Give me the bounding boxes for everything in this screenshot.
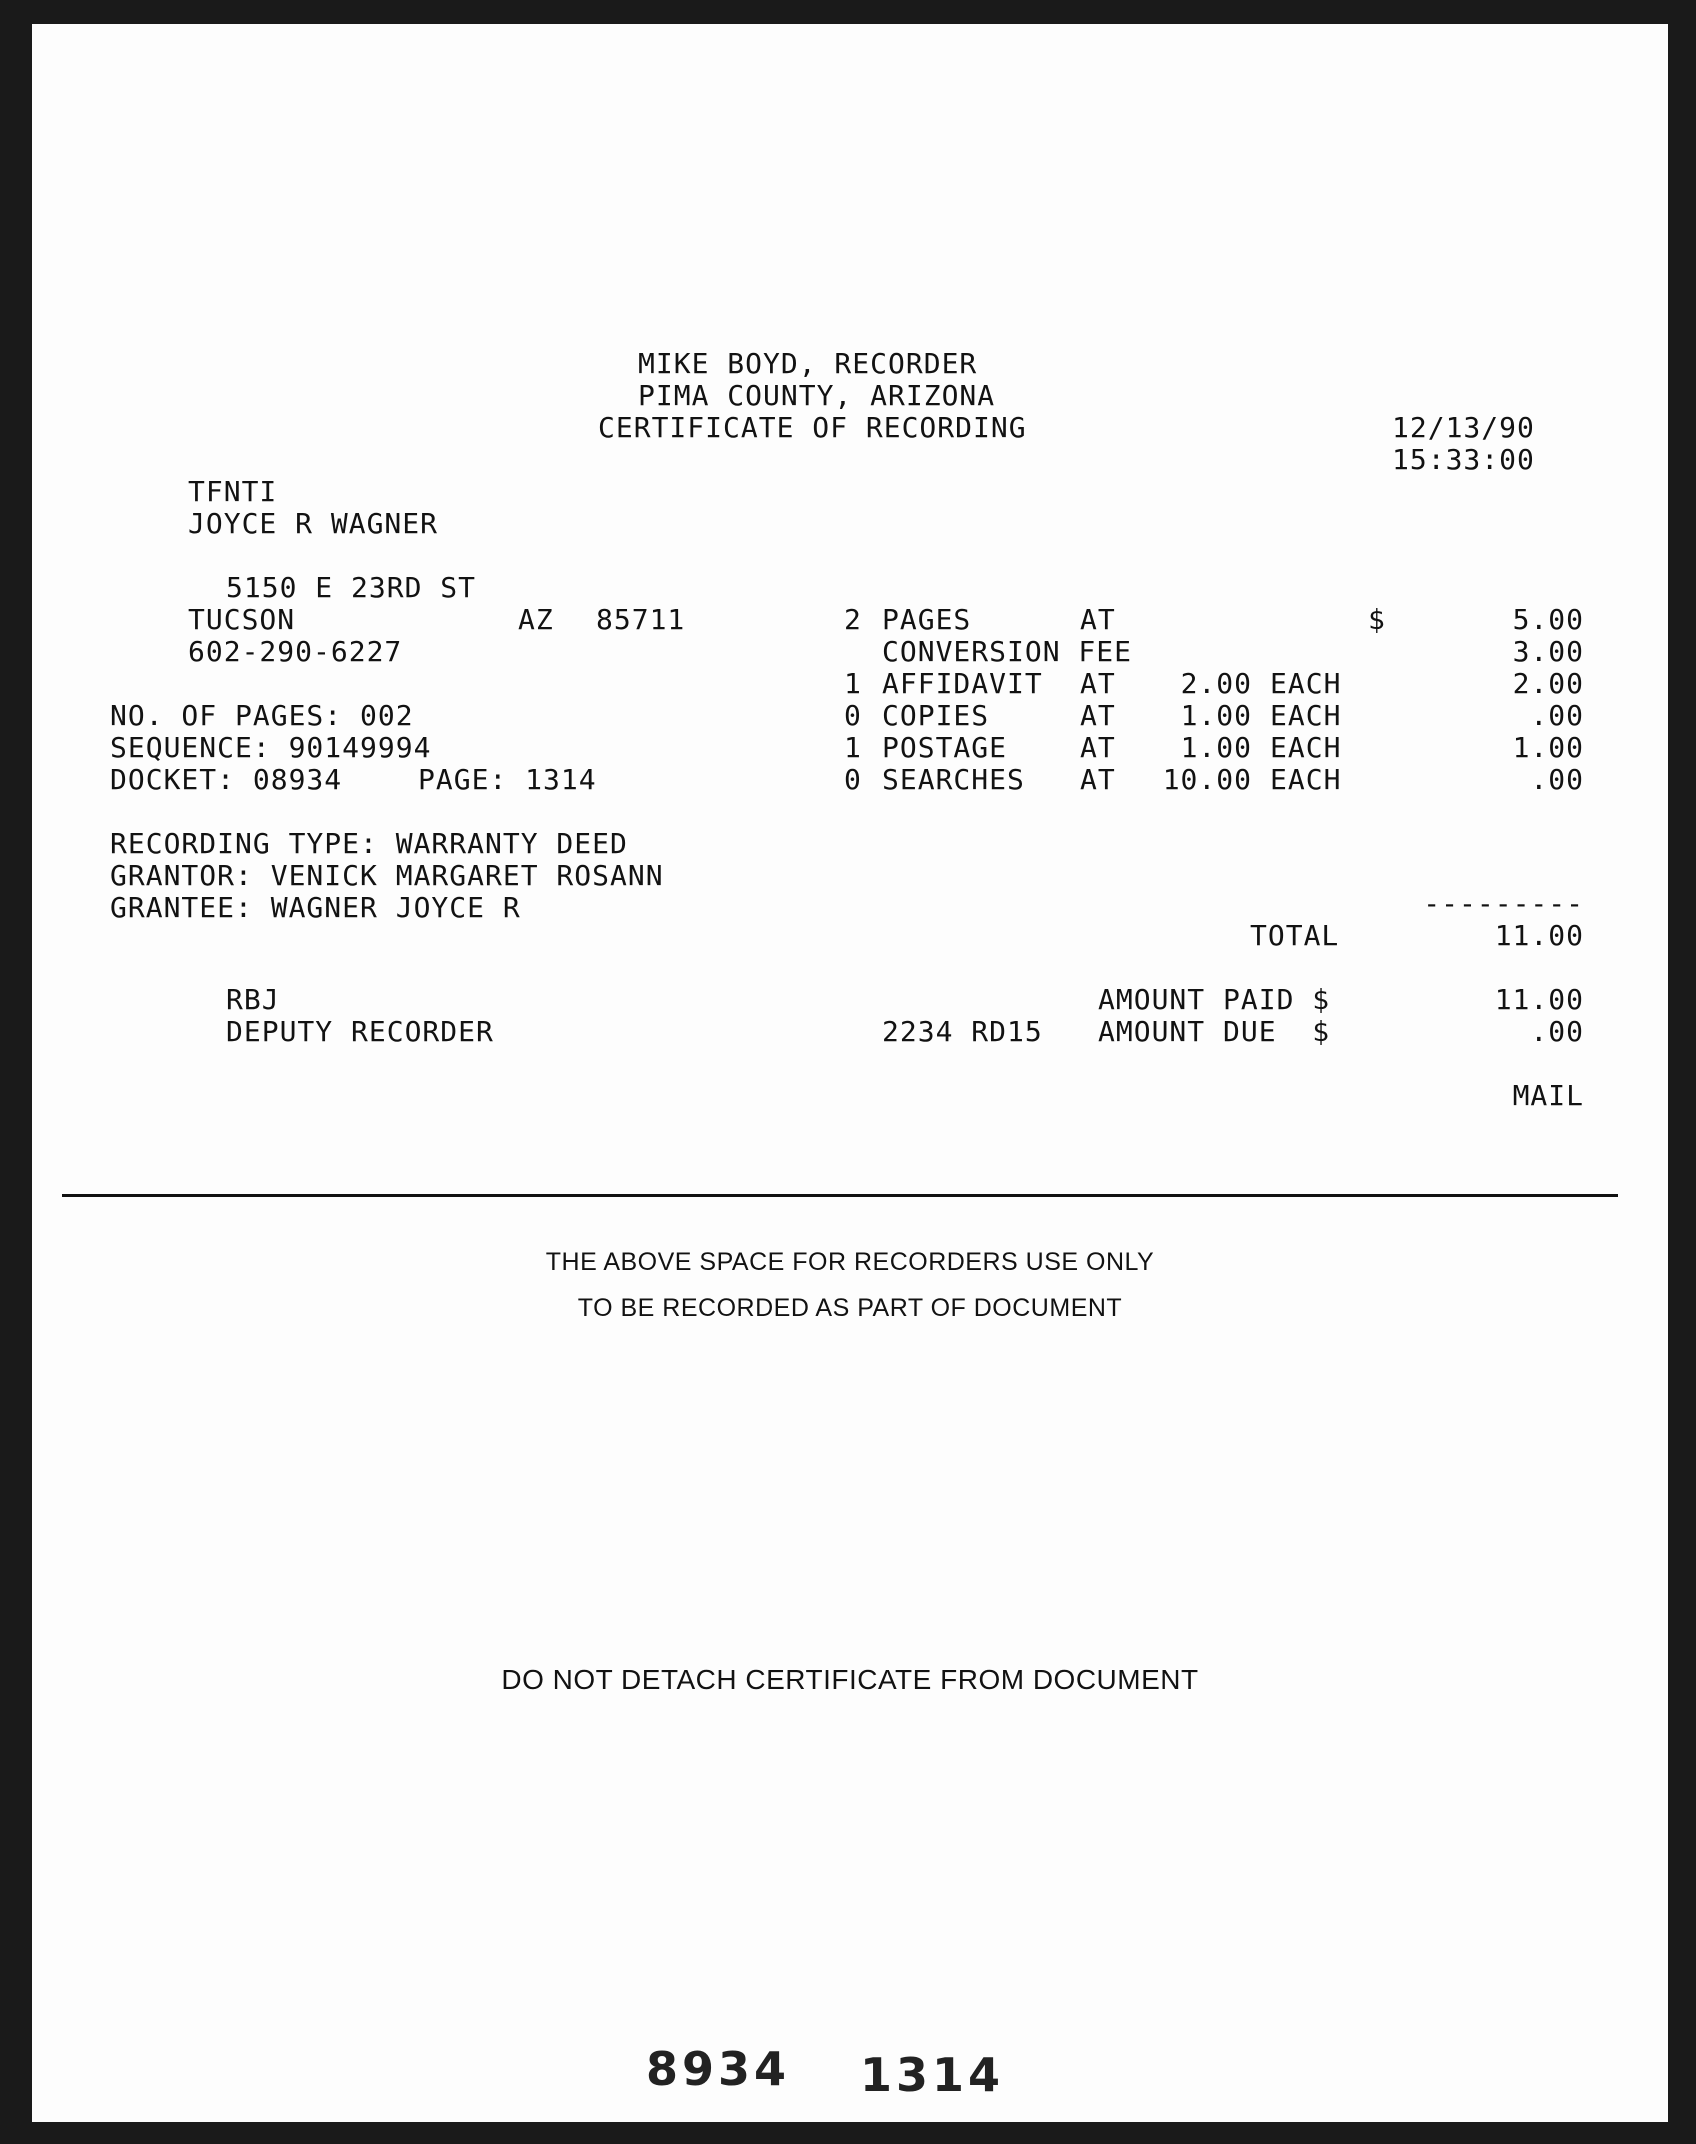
fee-qty: 0 [844, 763, 862, 796]
fee-at: AT [1080, 763, 1116, 796]
recorders-use-notice: THE ABOVE SPACE FOR RECORDERS USE ONLY [545, 1248, 1155, 1276]
fee-each: EACH [1270, 667, 1342, 700]
fee-qty: 1 [844, 731, 862, 764]
sequence: SEQUENCE: 90149994 [110, 731, 432, 764]
recording-date: 12/13/90 [1392, 411, 1535, 444]
deputy-initials: RBJ [226, 983, 280, 1016]
fee-qty: 1 [844, 667, 862, 700]
party-phone: 602-290-6227 [188, 635, 403, 668]
recording-time: 15:33:00 [1392, 443, 1535, 476]
amount-paid-value: 11.00 [1494, 983, 1584, 1016]
party-zip: 85711 [596, 603, 686, 636]
recording-type: RECORDING TYPE: WARRANTY DEED [110, 827, 628, 860]
fee-rate: 1.00 [1180, 731, 1252, 764]
handwritten-page: 1314 [860, 2048, 1005, 2102]
fee-item: CONVERSION FEE [882, 635, 1133, 668]
fee-qty: 0 [844, 699, 862, 732]
document-title: CERTIFICATE OF RECORDING [598, 411, 1027, 444]
fee-amount: .00 [1530, 763, 1584, 796]
no-of-pages: NO. OF PAGES: 002 [110, 699, 414, 732]
total-value: 11.00 [1494, 919, 1584, 952]
amount-due-label: AMOUNT DUE $ [1098, 1015, 1331, 1048]
recorder-space-divider [62, 1194, 1618, 1197]
recorded-part-notice: TO BE RECORDED AS PART OF DOCUMENT [577, 1294, 1123, 1322]
fee-amount: 1.00 [1512, 731, 1584, 764]
fee-each: EACH [1270, 699, 1342, 732]
recorder-name: MIKE BOYD, RECORDER [638, 347, 978, 380]
party-state: AZ [518, 603, 554, 636]
fee-at: AT [1080, 667, 1116, 700]
handwritten-docket: 8934 [646, 2042, 791, 2096]
fee-qty: 2 [844, 603, 862, 636]
amount-paid-label: AMOUNT PAID $ [1098, 983, 1331, 1016]
fee-dollar: $ [1368, 603, 1386, 636]
party-street: 5150 E 23RD ST [226, 571, 477, 604]
total-dashes: --------- [1423, 887, 1584, 920]
amount-due-value: .00 [1530, 1015, 1584, 1048]
fee-rate: 1.00 [1180, 699, 1252, 732]
deputy-title: DEPUTY RECORDER [226, 1015, 494, 1048]
fee-item: PAGES [882, 603, 972, 636]
fee-item: POSTAGE [882, 731, 1008, 764]
docket: DOCKET: 08934 [110, 763, 343, 796]
fee-amount: 2.00 [1512, 667, 1584, 700]
fee-at: AT [1080, 731, 1116, 764]
fee-each: EACH [1270, 731, 1342, 764]
fee-each: EACH [1270, 763, 1342, 796]
grantee: GRANTEE: WAGNER JOYCE R [110, 891, 521, 924]
fee-amount: 5.00 [1512, 603, 1584, 636]
certificate-sheet [32, 24, 1668, 2122]
fee-rate: 2.00 [1180, 667, 1252, 700]
fee-item: AFFIDAVIT [882, 667, 1043, 700]
fee-at: AT [1080, 603, 1116, 636]
total-label: TOTAL [1250, 919, 1340, 952]
fee-item: SEARCHES [882, 763, 1025, 796]
docket-page: PAGE: 1314 [418, 763, 597, 796]
fee-at: AT [1080, 699, 1116, 732]
fee-amount: 3.00 [1512, 635, 1584, 668]
do-not-detach-notice: DO NOT DETACH CERTIFICATE FROM DOCUMENT [501, 1664, 1199, 1695]
party-code: TFNTI [188, 475, 278, 508]
delivery-method: MAIL [1512, 1079, 1584, 1112]
fee-amount: .00 [1530, 699, 1584, 732]
grantor: GRANTOR: VENICK MARGARET ROSANN [110, 859, 664, 892]
county-name: PIMA COUNTY, ARIZONA [638, 379, 996, 412]
party-name: JOYCE R WAGNER [188, 507, 439, 540]
station-code: 2234 RD15 [882, 1015, 1043, 1048]
fee-item: COPIES [882, 699, 990, 732]
fee-rate: 10.00 [1162, 763, 1252, 796]
party-city: TUCSON [188, 603, 296, 636]
